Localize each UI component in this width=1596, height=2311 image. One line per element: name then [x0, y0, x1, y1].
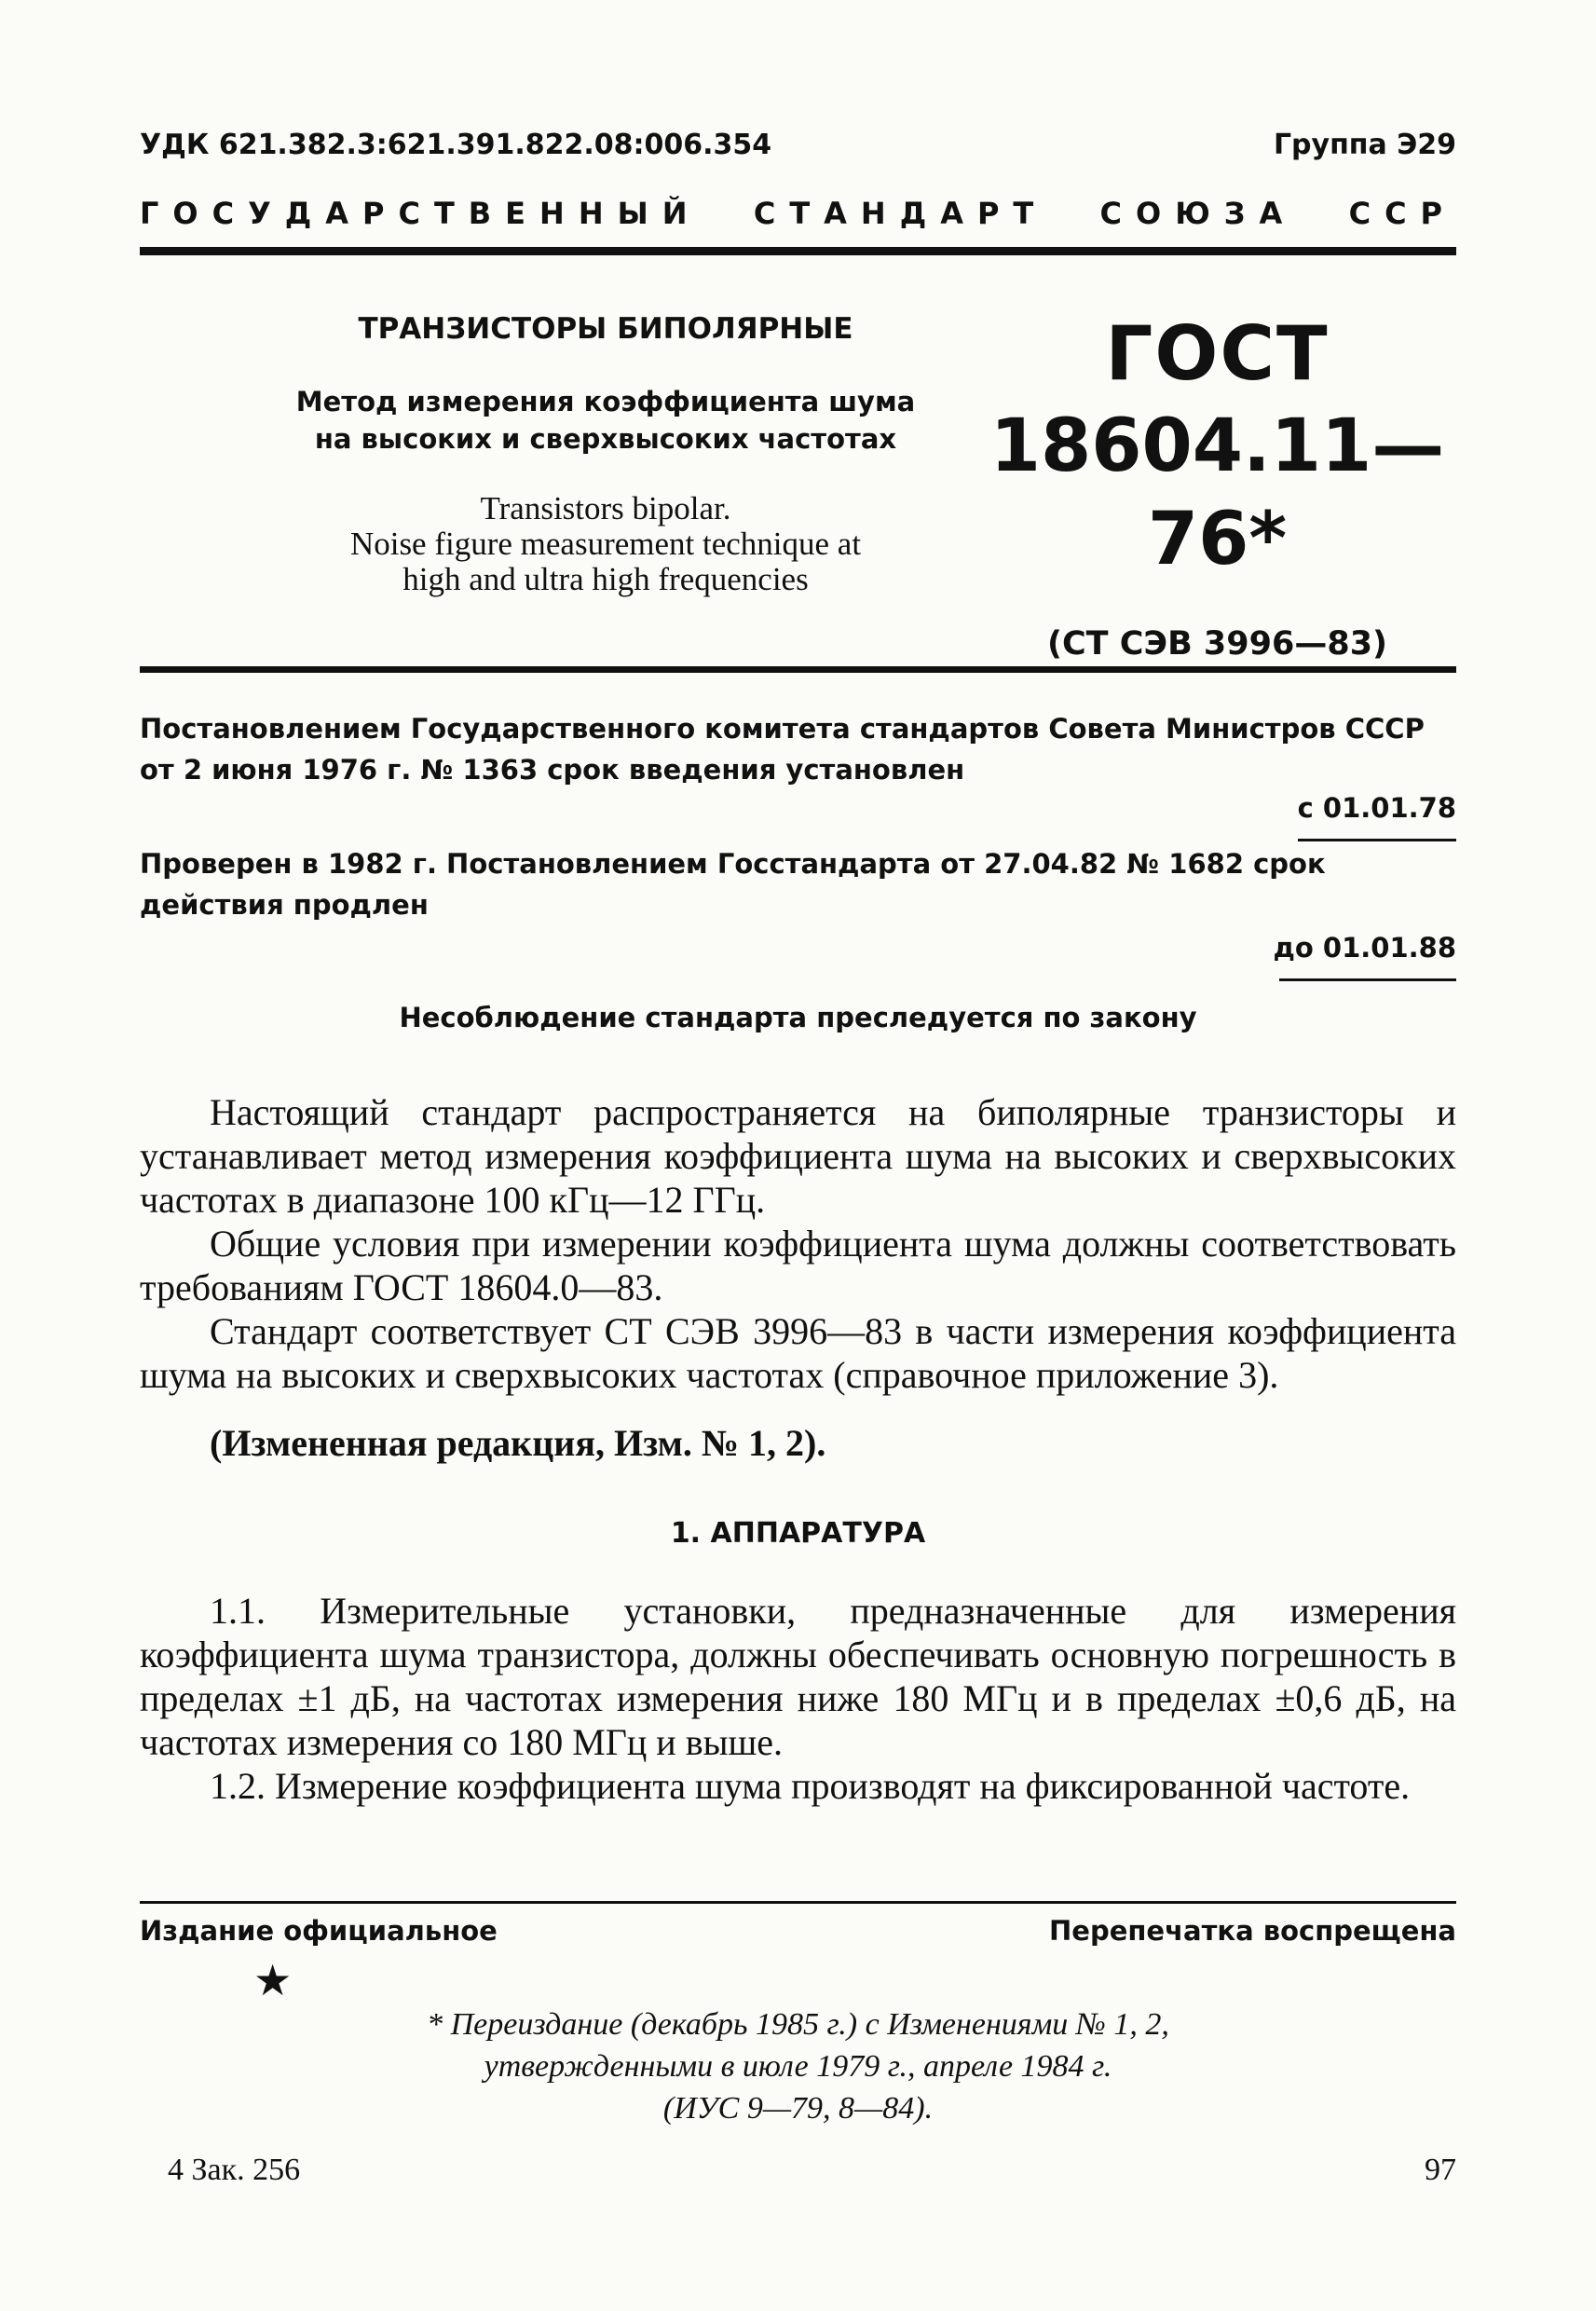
udk-code: УДК 621.382.3:621.391.822.08:006.354 [140, 129, 772, 161]
gost-number: 18604.11—76* [989, 404, 1445, 581]
state-standard-heading [140, 196, 1456, 231]
review-text: Проверен в 1982 г. Постановлением Госстандарта от 27.04.82 № 1682 срок действия продлен [140, 848, 1326, 921]
title-english [270, 491, 941, 597]
star-icon: ★ [253, 1955, 293, 2005]
section-title: 1. АППАРАТУРА [670, 1517, 926, 1550]
heading-word: СТАНДАРТ [753, 196, 1048, 231]
subtitle-line: на высоких и сверхвысоких частотах [314, 423, 897, 455]
title-subtitle [270, 383, 941, 458]
decree-text: Постановлением Государственного комитета стандартов Совета Министров СССР от 2 июня 1976 г. № 1363 срок введения установлен [140, 713, 1425, 786]
footnote [307, 2003, 1289, 2129]
effective-date: с 01.01.78 [1297, 792, 1456, 824]
paragraph: 1.1. Измерительные установки, предназначенные для измерения коэффициента шума транзистора, должны обеспечивать основную погрешность в пределах ±1 дБ, на частотах измерения ниже 180 МГц и в пределах ±0,6 дБ, на частотах измерения со 180 МГц и выше. [140, 1590, 1456, 1763]
title-rule [140, 666, 1456, 673]
english-line: Noise figure measurement technique at [349, 526, 862, 562]
paragraph: Общие условия при измерении коэффициента шума должны соответствовать требованиям ГОСТ 18604.0—83. [140, 1223, 1456, 1308]
english-line: high and ultra high frequencies [402, 561, 809, 597]
subtitle-line: Метод измерения коэффициента шума [295, 386, 916, 417]
paragraph: Настоящий стандарт распространяется на биполярные транзисторы и устанавливает метод измерения коэффициента шума на высоких и сверхвысоких частотах в диапазоне 100 кГц—12 ГГц. [140, 1091, 1456, 1221]
section-body [140, 1589, 1456, 1808]
footnote-line: (ИУС 9—79, 8—84). [662, 2091, 934, 2126]
footer-rule [140, 1901, 1456, 1904]
order-number: 4 Зак. 256 [168, 2153, 301, 2187]
extended-date: до 01.01.88 [1273, 932, 1456, 964]
paragraph: 1.2. Измерение коэффициента шума производят на фиксированной частоте. [210, 1765, 1411, 1807]
english-line: Transistors bipolar. [480, 490, 731, 526]
title-block [270, 312, 941, 597]
footnote-line: утвержденными в июле 1979 г., апреле 1984 г. [484, 2049, 1112, 2084]
gost-sev: (СТ СЭВ 3996—83) [1046, 625, 1388, 663]
group-code: Группа Э29 [1273, 129, 1456, 161]
date-underline [1298, 839, 1456, 841]
page-number: 97 [1425, 2153, 1456, 2187]
edition-label: Издание официальное [140, 1915, 498, 1947]
heading-word: СОЮЗА [1099, 196, 1297, 231]
heading-word: ГОСУДАРСТВЕННЫЙ [140, 196, 702, 231]
gost-label: ГОСТ [1105, 310, 1330, 397]
footnote-line: * Переиздание (декабрь 1985 г.) с Изменениями № 1, 2, [427, 2007, 1169, 2042]
title-main: ТРАНЗИСТОРЫ БИПОЛЯРНЫЕ [358, 312, 853, 346]
intro-section [140, 1090, 1456, 1397]
law-notice: Несоблюдение стандарта преследуется по закону [399, 1002, 1197, 1033]
reprint-notice: Перепечатка воспрещена [1049, 1915, 1456, 1947]
gost-block [978, 312, 1456, 663]
date-underline [1279, 978, 1456, 981]
header-rule [140, 247, 1456, 255]
paragraph: Стандарт соответствует СТ СЭВ 3996—83 в части измерения коэффициента шума на высоких и сверхвысоких частотах (справочное приложение 3). [140, 1310, 1456, 1396]
amendment-note: (Измененная редакция, Изм. № 1, 2). [210, 1422, 826, 1464]
heading-word: ССР [1348, 196, 1456, 231]
